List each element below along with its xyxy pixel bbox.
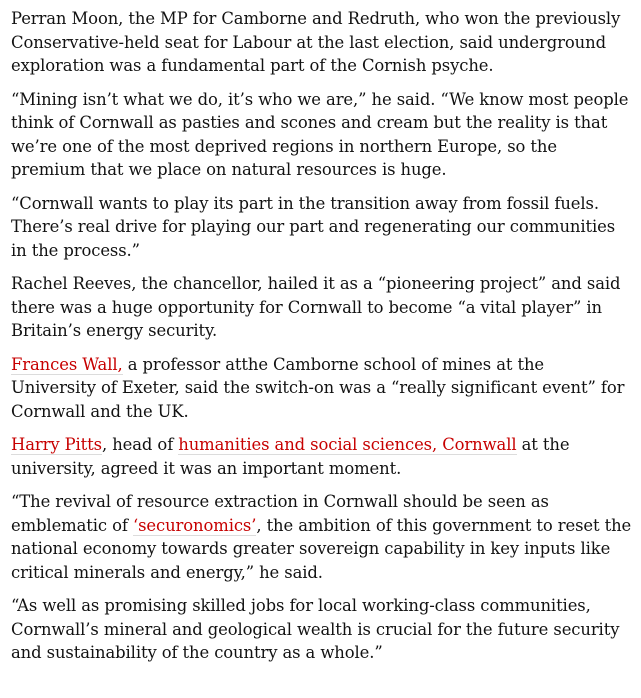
paragraph-securonomics-quote (11, 490, 633, 584)
paragraph-rachel-reeves: Rachel Reeves, the chancellor, hailed it as a “pioneering project” and said there was a huge opportunity for Cornwall to become “a vital player” in Britain’s energy security. (11, 274, 621, 340)
paragraph-text: , the ambition of this government to reset the national economy towards greater sovereign capability in key inputs like critical minerals and energy,” he said. (11, 515, 632, 582)
paragraph-perran-moon: Perran Moon, the MP for Camborne and Redruth, who won the previously Conservative-held seat for Labour at the last election, said underground exploration was a fundamental part of the Cornish psyche. (11, 9, 621, 75)
paragraph-text: a professor atthe Camborne school of mines at the University of Exeter, said the switch-on was a “really significant event” for Cornwall and the UK. (11, 354, 625, 421)
paragraph-text: at the university, agreed it was an important moment. (11, 435, 570, 478)
paragraph-transition-quote: “Cornwall wants to play its part in the transition away from fossil fuels. There’s real drive for playing our part and regenerating our communities in the process.” (11, 193, 616, 260)
link-humanities-social-sciences[interactable]: humanities and social sciences, Cornwall (178, 435, 517, 454)
paragraph-mining-quote: “Mining isn’t what we do, it’s who we are,” he said. “We know most people think of Cornwall as pasties and scones and cream but the reality is that we’re one of the most deprived regions in northern Europe, so the premium that we place on natural resources is huge. (11, 89, 629, 179)
link-frances-wall[interactable]: Frances Wall, (11, 354, 123, 374)
paragraph-text: “The revival of resource extraction in Cornwall should be seen as emblematic of (11, 492, 549, 535)
paragraph-skilled-jobs-quote: “As well as promising skilled jobs for local working-class communities, Cornwall’s mineral and geological wealth is crucial for the future security and sustainability of the country as a whole.” (11, 596, 620, 662)
paragraph-frances-wall (11, 353, 633, 424)
link-harry-pitts[interactable]: Harry Pitts (11, 435, 102, 454)
link-securonomics[interactable]: ‘securonomics’ (132, 515, 257, 535)
paragraph-text: , head of (101, 435, 179, 454)
paragraph-harry-pitts (11, 433, 633, 480)
